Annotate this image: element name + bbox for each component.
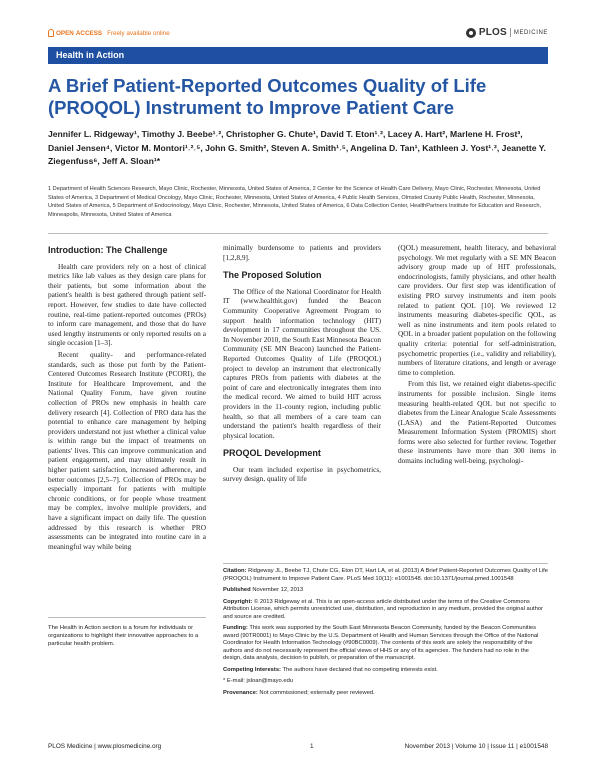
- copyright-label: Copyright:: [223, 598, 253, 605]
- published-entry: [223, 587, 548, 595]
- intro-paragraph-1: Health care providers rely on a host of clinical metrics like lab values as they design care plans for their patients, but some information about the patient's health is best gathered through patient self-report. However, few studies to date have collected routine, real-time patient-reported outcomes (PROs) to inform care management, and those that do have used lengthy instruments or only reported results on a single occasion [1–3].: [48, 261, 206, 348]
- funding-text: This work was supported by the South East Minnesota Beacon Community, funded by the Beacon Communities award (90TR0001) to Mayo Clinic by the U.S. Department of Health and Human Services through the Office of the National Coordinator for Health Information Technology (#90BC0009). The contents of this work are solely the responsibility of the authors and do not necessarily represent the official views of HHS or any of its agencies. The funders had no role in the design, data analysis, decision to publish, or preparation of the manuscript.: [223, 625, 539, 661]
- footer-journal: PLOS Medicine | www.plosmedicine.org: [48, 743, 162, 750]
- funding-entry: [223, 625, 548, 663]
- development-paragraph-cont: (QOL) measurement, health literacy, and behavioral psychology. We met regularly with a SE MN Beacon advisory group made up of HIT professionals, endocrinologists, family physicians, and other health care providers. Our first step was identification of existing PRO survey instruments and item pools related to patient QOL [10]. We reviewed 12 instruments measuring diabetes-specific QOL, as well as nine instruments and item pools related to QOL in a broader patient population on the following quality criteria: potential for self-administration, psychometric properties (i.e., validity and reliability), numbers of literature citations, and length or average time to completion.: [398, 243, 556, 377]
- column-3: [398, 243, 556, 555]
- provenance-entry: [223, 690, 548, 698]
- plos-logo-icon: [466, 28, 476, 38]
- journal-header: [48, 27, 548, 41]
- plos-logo-text: PLOS: [478, 27, 507, 38]
- journal-subtitle: MEDICINE: [513, 29, 548, 36]
- article-title: A Brief Patient-Reported Outcomes Quality of Life (PROQOL) Instrument to Improve Patient Care: [48, 75, 487, 118]
- logo-divider: [510, 28, 511, 37]
- citation-label: Citation:: [223, 568, 247, 574]
- email-link[interactable]: jsloan@mayo.edu: [246, 678, 294, 684]
- email-label: * E-mail:: [223, 678, 245, 684]
- intro-heading: Introduction: The Challenge: [48, 245, 168, 255]
- provenance-text: Not commissioned; externally peer reviewed.: [259, 689, 375, 696]
- citation-box: [223, 563, 548, 701]
- competing-text: The authors have declared that no competing interests exist.: [282, 666, 438, 673]
- development-heading: PROQOL Development: [223, 448, 321, 459]
- copyright-entry: [223, 599, 548, 622]
- published-label: Published: [223, 587, 251, 593]
- footer-issue: November 2013 | Volume 10 | Issue 11 | e1001548: [404, 743, 548, 750]
- header-divider: [48, 233, 548, 234]
- solution-paragraph: The Office of the National Coordinator for Health IT (www.healthit.gov) funded the Beacon Community Cooperative Agreement Program to support health information technology (HIT) development in 17 communities throughout the US. In November 2010, the South East Minnesota Beacon Community (SE MN Beacon) launched the Patient-Reported Outcomes Quality of Life (PROQOL) project to develop an instrument that electronically captures PROs from patients with diabetes at the point of care and electronically integrates them into the medical record. We aimed to build HIT across providers in the 11-county region, including public health, so that all members of a care team can understand the patient's health regardless of their physical location.: [223, 286, 381, 440]
- affiliations: 1 Department of Health Sciences Research, Mayo Clinic, Rochester, Minnesota, United States of America, 2 Center for the Science of Health Care Delivery, Mayo Clinic, Rochester, Minnesota, United States of America, 3 Department of Medical Oncology, Mayo Clinic, Rochester, Minnesota, United States of America, 4 Public Health Services, Olmsted County Public Health, Rochester, Minnesota, United States of America, 5 Department of Endocrinology, Mayo Clinic, Rochester, Minnesota, United States of America, 6 Data Collection Center, HealthPartners Institute for Education and Research, Minneapolis, Minnesota, United States of America: [48, 186, 542, 218]
- email-entry: [223, 678, 548, 686]
- section-label: Health in Action: [56, 50, 125, 60]
- open-access-badge: [48, 29, 170, 37]
- selection-paragraph: From this list, we retained eight diabetes-specific instruments for possible inclusion. Single items measuring health-related QOL but not specific to diabetes from the Linear Analogue Scale Assessments (LASA) and the Patient-Reported Outcomes Measurement Information System (PROMIS) short forms were also selected for further review. Together these instruments have more than 300 items in domains including well-being, psychologi-: [398, 379, 556, 466]
- author-list: Jennifer L. Ridgeway¹, Timothy J. Beebe¹˒², Christopher G. Chute¹, David T. Eton¹˒², Lacey A. Hart², Marlene H. Frost³, Daniel Jensen⁴, Victor M. Montori¹˒²˒⁵, John G. Smith², Steven A. Smith¹˒⁵, Angelina D. Tan¹, Kathleen J. Yost¹˒², Jeanette Y. Ziegenfuss⁶, Jeff A. Sloan¹*: [48, 129, 546, 166]
- competing-label: Competing Interests:: [223, 666, 281, 673]
- freely-available-label: Freely available online: [107, 29, 170, 37]
- published-date: November 12, 2013: [252, 587, 304, 593]
- plos-medicine-logo: [466, 27, 548, 38]
- page-number: 1: [310, 743, 314, 750]
- open-lock-icon: [48, 29, 54, 37]
- column-1: [48, 243, 206, 603]
- access-label: ACCESS: [75, 29, 103, 37]
- column-2: [223, 243, 381, 555]
- section-banner: [48, 47, 548, 64]
- citation-entry: [223, 568, 548, 583]
- provenance-label: Provenance:: [223, 689, 258, 696]
- citation-text: Ridgeway JL, Beebe TJ, Chute CG, Eton DT, Hart LA, et al. (2013) A Brief Patient-Reported Outcomes Quality of Life (PROQOL) Instrument to Improve Patient Care. PLoS Med 10(11): e1001548. doi:10.1371/journal.pmed.1001548: [223, 568, 549, 582]
- development-paragraph: Our team included expertise in psychometrics, survey design, quality of life: [223, 464, 381, 484]
- section-callout: The Health in Action section is a forum for individuals or organizations to highlight their innovative approaches to a particular health problem.: [48, 617, 206, 649]
- intro-paragraph-2: Recent quality- and performance-related standards, such as those put forth by the Patient-Centered Outcomes Research Institute (PCORI), the Institute for Healthcare Improvement, and the National Quality Forum, have given routine collection of PROs new emphasis in health care delivery research [4]. Collection of PRO data has the potential to enhance care management by helping providers understand not just whether a clinical value is within range but the impact of treatments on patients' lives. This can improve communication and patient engagement, and may ultimately result in higher patient satisfaction, increased adherence, and better outcomes [2,5–7]. Collection of PROs may be especially important for patients with multiple chronic conditions, or for people whose treatment may be complex, involve multiple providers, and have a significant impact on daily life. The question addressed by this research is whether PRO assessments can be integrated into routine care in a meaningful way while being: [48, 349, 206, 551]
- funding-label: Funding:: [223, 625, 248, 631]
- solution-heading: The Proposed Solution: [223, 270, 322, 281]
- copyright-text: © 2013 Ridgeway et al. This is an open-access article distributed under the terms of the Creative Commons Attribution License, which permits unrestricted use, distribution, and reproduction in any medium, provided the original author and source are credited.: [223, 598, 543, 620]
- continued-paragraph: minimally burdensome to patients and providers [1,2,8,9].: [223, 243, 381, 262]
- competing-entry: [223, 667, 548, 675]
- open-label: OPEN: [56, 29, 74, 37]
